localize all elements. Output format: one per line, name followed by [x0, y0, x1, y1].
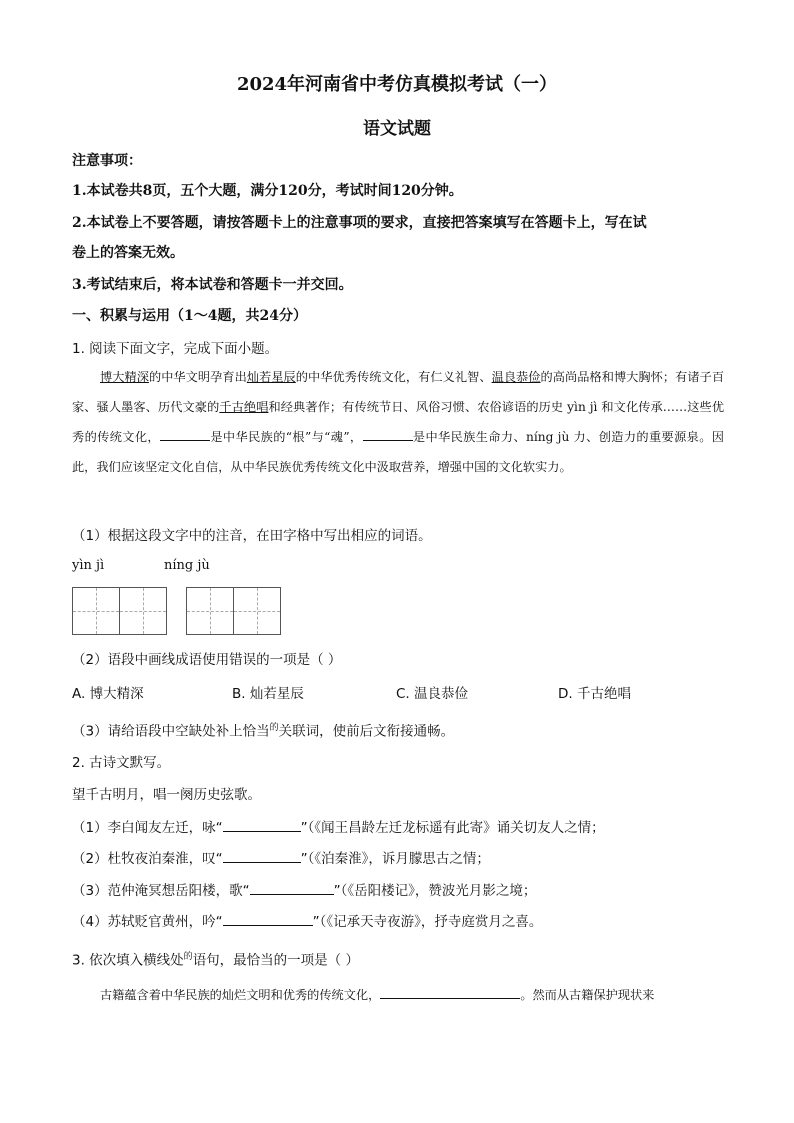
- q3-passage-text: 古籍蕴含着中华民族的灿烂文明和优秀的传统文化，: [100, 988, 381, 1002]
- q2-line-2: [72, 848, 490, 868]
- answer-blank[interactable]: [380, 984, 520, 999]
- q3-small-char: 的: [183, 952, 193, 962]
- tianzige-grid-1[interactable]: [72, 587, 166, 635]
- q3-stem-text: 语句，最恰当的一项是（ ）: [192, 952, 359, 969]
- q2-line-pre: （3）范仲淹冥想岳阳楼，歌“: [72, 883, 250, 899]
- underlined-idiom-1: 博大精深: [100, 370, 149, 384]
- q2-line-4: [72, 911, 542, 931]
- q1-stem: 1. 阅读下面文字，完成下面小题。: [72, 341, 279, 357]
- q2-line-post: ”（《记承天寺夜游》，抒寺庭赏月之喜。: [312, 914, 543, 930]
- q2-stem: 2. 古诗文默写。: [72, 755, 171, 771]
- notice-item-3: 3.考试结束后，将本试卷和答题卡一并交回。: [72, 277, 353, 293]
- q2-line-post: ”（《闻王昌龄左迁龙标遥有此寄》诵关切友人之情；: [300, 820, 605, 836]
- tianzige-cell[interactable]: [233, 587, 281, 635]
- tianzige-cell[interactable]: [186, 587, 234, 635]
- notice-item-2-cont: 卷上的答案无效。: [72, 245, 184, 261]
- answer-blank[interactable]: [223, 848, 301, 863]
- tianzige-cell[interactable]: [119, 587, 167, 635]
- q2-line-post: ”（《泊秦淮》，诉月朦思古之情；: [300, 851, 490, 867]
- notice-item-2: 2.本试卷上不要答题，请按答题卡上的注意事项的要求，直接把答案填写在答题卡上，写在试: [72, 215, 647, 231]
- q2-line-pre: （2）杜牧夜泊秦淮，叹“: [72, 851, 223, 867]
- q2-intro: 望千古明月，唱一阕历史弦歌。: [72, 787, 261, 803]
- passage-text: 的中华优秀传统文化，有仁义礼智、: [295, 370, 492, 384]
- tianzige-cell[interactable]: [72, 587, 120, 635]
- q3-stem: [72, 948, 359, 970]
- tianzige-grid-2[interactable]: [186, 587, 280, 635]
- page-subtitle: 语文试题: [363, 119, 431, 139]
- q3-passage: [72, 984, 732, 1004]
- blank-2[interactable]: [363, 426, 413, 441]
- underlined-idiom-2: 灿若星辰: [246, 370, 296, 384]
- answer-blank[interactable]: [223, 911, 313, 926]
- section-heading: 一、积累与运用（1～4题，共24分）: [72, 308, 307, 324]
- notice-heading: 注意事项：: [72, 153, 142, 169]
- answer-blank[interactable]: [223, 817, 301, 832]
- passage-text: 是中华民族生命力、níng jù 力、创造力的重要源泉。因此，我们应该坚定文化自信，从中华民族优秀传统文化中汲取营养，增强中国的文化软实力。: [72, 430, 724, 474]
- option-c[interactable]: C. 温良恭俭: [396, 686, 469, 702]
- q2-line-1: [72, 817, 605, 837]
- sub3-small-char: 的: [269, 723, 279, 733]
- q1-sub1: （1）根据这段文字中的注音，在田字格中写出相应的词语。: [72, 528, 432, 544]
- q2-line-post: ”（《岳阳楼记》，赞波光月影之境；: [333, 883, 537, 899]
- q1-sub2: （2）语段中画线成语使用错误的一项是（ ）: [72, 652, 342, 668]
- pinyin-label-2: níng jù: [164, 558, 210, 573]
- passage-text: 的高尚品格和博大胸怀；有诸子百家、骚人墨客、历代文豪的: [72, 370, 725, 414]
- pinyin-label-1: yìn jì: [72, 558, 105, 573]
- answer-blank[interactable]: [250, 880, 334, 895]
- notice-item-1: 1.本试卷共8页，五个大题，满分120分，考试时间120分钟。: [72, 183, 463, 199]
- option-b[interactable]: B. 灿若星辰: [232, 686, 304, 702]
- page-title: 2024年河南省中考仿真模拟考试（一）: [236, 74, 558, 95]
- q1-sub3: [72, 719, 454, 741]
- q3-passage-text: 。然而从古籍保护现状来: [520, 988, 655, 1002]
- option-d[interactable]: D. 千古绝唱: [558, 686, 631, 702]
- option-a[interactable]: A. 博大精深: [72, 686, 144, 702]
- q2-line-3: [72, 880, 536, 900]
- passage-text: 和经典著作；有传统节日、风俗习惯、农俗谚语的历史 yìn jì 和文化传承……这些优秀的传统文化，: [72, 400, 725, 444]
- sub3-text: 关联词，使前后文衔接通畅。: [278, 723, 455, 740]
- q1-passage: [72, 362, 724, 482]
- passage-text: 的中华文明孕育出: [148, 370, 247, 384]
- underlined-idiom-3: 温良恭俭: [491, 370, 541, 384]
- q2-line-pre: （1）李白闻友左迁，咏“: [72, 820, 223, 836]
- q2-line-pre: （4）苏轼贬官黄州，吟“: [72, 914, 223, 930]
- q3-stem-text: 3. 依次填入横线处: [72, 952, 184, 969]
- passage-text: 是中华民族的“根”与“魂”，: [209, 430, 363, 444]
- underlined-idiom-4: 千古绝唱: [219, 400, 269, 414]
- sub3-text: （3）请给语段中空缺处补上恰当: [72, 723, 270, 740]
- blank-1[interactable]: [160, 426, 210, 441]
